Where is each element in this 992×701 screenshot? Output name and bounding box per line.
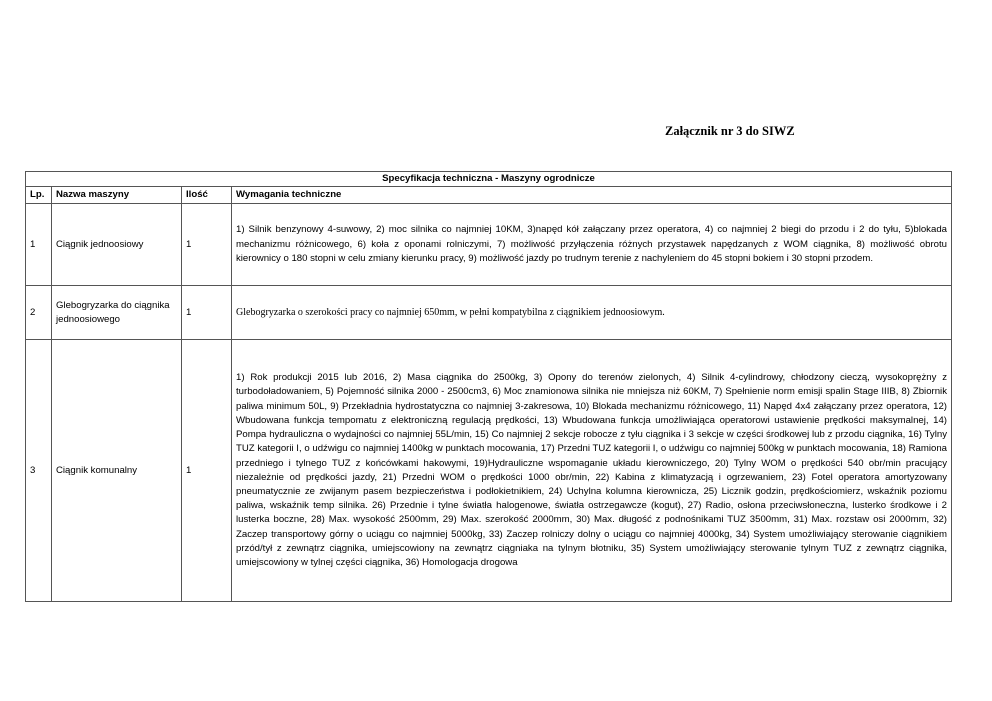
row-qty: 1: [182, 340, 232, 602]
table-row: [26, 204, 952, 286]
row-lp: 2: [26, 286, 52, 340]
row-name: Ciągnik komunalny: [52, 340, 182, 602]
table-title: Specyfikacja techniczna - Maszyny ogrodnicze: [26, 172, 952, 187]
column-header-qty: Ilość: [182, 187, 232, 204]
column-header-requirements: Wymagania techniczne: [232, 187, 952, 204]
column-header-lp: Lp.: [26, 187, 52, 204]
attachment-title: Załącznik nr 3 do SIWZ: [665, 124, 795, 138]
row-qty: 1: [182, 286, 232, 340]
row-lp: 1: [26, 204, 52, 286]
specification-table: [25, 171, 952, 602]
row-requirements: 1) Silnik benzynowy 4-suwowy, 2) moc silnika co najmniej 10KM, 3)napęd kół załączany przez operatora, 4) co najmniej 2 biegi do przodu i 2 do tyłu, 5)blokada mechanizmu różnicowego, 6) koła z oponami rolniczymi, 7) możliwość przyłączenia różnych przystawek napędzanych z WOM ciągnika, 8) możliwość obrotu kierownicy o 180 stopni w celu zmiany kierunku pracy, 9) możliwość jazdy po trudnym terenie z nachyleniem do 45 stopni bokiem i 30 stopni przodem.: [232, 204, 952, 286]
row-name: Glebogryzarka do ciągnika jednoosiowego: [52, 286, 182, 340]
column-header-name: Nazwa maszyny: [52, 187, 182, 204]
row-lp: 3: [26, 340, 52, 602]
table-title-row: [26, 172, 952, 187]
row-requirements: 1) Rok produkcji 2015 lub 2016, 2) Masa ciągnika do 2500kg, 3) Opony do terenów zielonych, 4) Silnik 4-cylindrowy, chłodzony cieczą, wysokoprężny z turbodoładowaniem, 5) Pojemność silnika 2000 - 2500cm3, 6) Moc znamionowa silnika nie mniejsza niż 60KM, 7) Spełnienie norm emisji spalin Stage IIIB, 8) Zbiornik paliwa minimum 50L, 9) Przekładnia hydrostatyczna co najmniej 3-zakresowa, 10) Blokada mechanizmu różnicowego, 11) Napęd 4x4 załączany przez operatora, 12) Wbudowana funkcja tempomatu z elektroniczną regulacją prędkości, 13) Wbudowana funkcja umożliwiająca operatorowi ustawienie prędkości maksymalnej, 14) Pompa hydrauliczna o wydajności co najmniej 55L/min, 15) Co najmniej 2 sekcje robocze z tyłu ciągnika i 3 sekcje w części środkowej lub z przodu ciągnika, 16) Tylny TUZ kategorii I, o udźwigu co najmniej 1400kg w punktach mocowania, 17) Przedni TUZ kategorii I, o udźwigu co najmniej 500kg w punktach mocowania, 18) Ramiona przedniego i tylnego TUZ z końcówkami hakowymi, 19)Hydrauliczne wspomaganie układu kierowniczego, 20) Tylny WOM o prędkości 540 obr/min pracujący niezależnie od prędkości jazdy, 21) Przedni WOM o prędkości 1000 obr/min, 22) Kabina z klimatyzacją i ogrzewaniem, 23) Fotel operatora amortyzowany pneumatycznie ze zwijanym pasem bezpieczeństwa i podłokietnikiem, 24) Uchylna kolumna kierownicza, 25) Licznik godzin, prędkościomierz, wskaźnik poziomu paliwa, wskaźnik temp silnika. 26) Przednie i tylne światła halogenowe, światła ostrzegawcze (kogut), 27) Radio, osłona przeciwsłoneczna, lusterko środkowe i 2 lusterka boczne, 28) Max. wysokość 2500mm, 29) Max. szerokość 2000mm, 30) Max. długość z podnośnikami TUZ 3500mm, 31) Max. rozstaw osi 2000mm, 32) Zaczep transportowy górny o uciągu co najmniej 5000kg, 33) Zaczep rolniczy dolny o uciągu co najmniej 4000kg, 34) System umożliwiający sterowanie ciągnikiem przód/tył z zewnątrz ciągnika, umiejscowiony na zewnątrz ciągniaka na tylnym błotniku, 35) System umożliwiający sterowanie tylnym TUZ z zewnątrz ciągnika, umiejscowiony w tylnej części ciągnika, 36) Homologacja drogowa: [232, 340, 952, 602]
row-requirements: Glebogryzarka o szerokości pracy co najmniej 650mm, w pełni kompatybilna z ciągnikiem jednoosiowym.: [232, 286, 952, 340]
table-row: [26, 340, 952, 602]
row-qty: 1: [182, 204, 232, 286]
table-header-row: [26, 187, 952, 204]
row-name: Ciągnik jednoosiowy: [52, 204, 182, 286]
table-row: [26, 286, 952, 340]
